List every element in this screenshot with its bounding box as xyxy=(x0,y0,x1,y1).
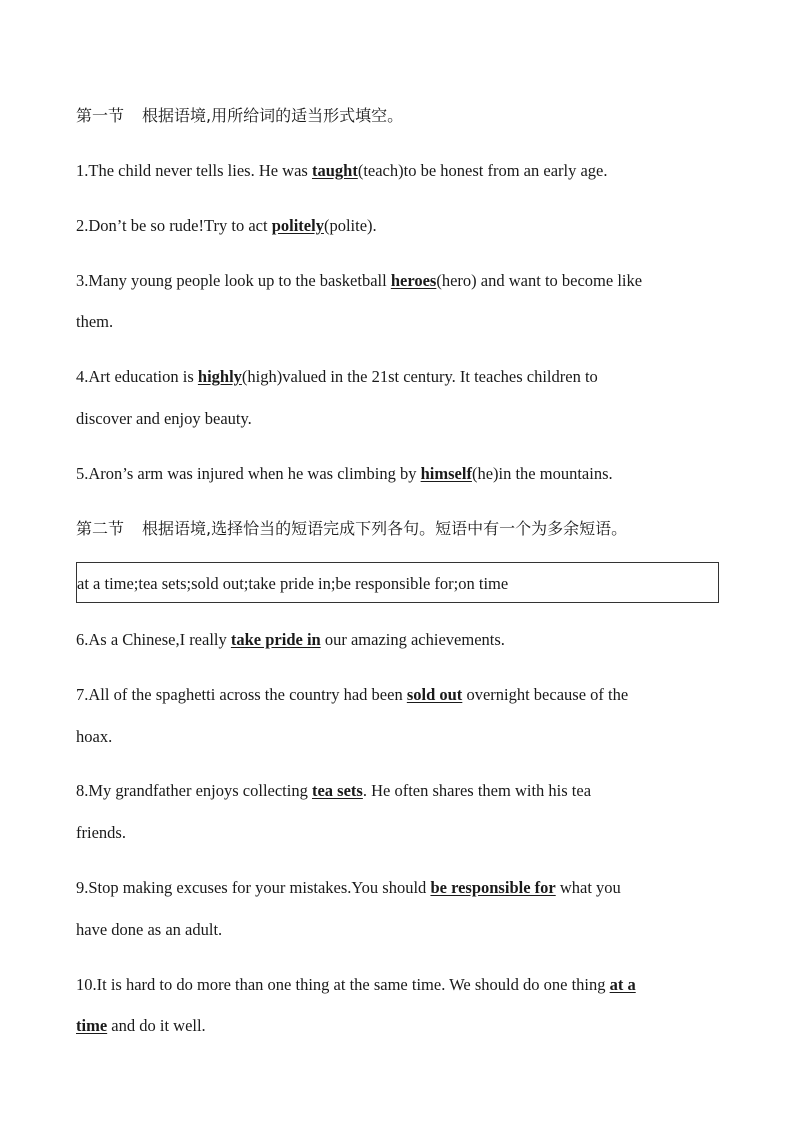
question-3-line-2: them. xyxy=(76,312,114,331)
question-7-text-a: 7.All of the spaghetti across the country had been xyxy=(76,685,407,704)
question-10-answer-part-1: at a xyxy=(609,975,636,994)
question-8-line-1 xyxy=(76,781,591,801)
question-7-line-1 xyxy=(76,685,628,705)
question-8-line-2: friends. xyxy=(76,823,126,842)
question-4-text-b: (high)valued in the 21st century. It teaches children to xyxy=(241,367,598,386)
question-5-text-a: 5.Aron’s arm was injured when he was climbing by xyxy=(76,464,421,483)
section-2-title: 根据语境,选择恰当的短语完成下列各句。短语中有一个为多余短语。 xyxy=(142,519,628,538)
question-3-answer: heroes xyxy=(390,271,437,290)
question-7-text-b: overnight because of the xyxy=(462,685,629,704)
question-2-line-1 xyxy=(76,216,377,236)
section-2-number: 第二节 xyxy=(76,519,125,538)
question-2-text-b: (polite). xyxy=(323,216,377,235)
question-10-text-c: and do it well. xyxy=(107,1016,206,1035)
question-10-line-2 xyxy=(76,1016,206,1036)
question-4-text-a: 4.Art education is xyxy=(76,367,198,386)
question-4-line-1 xyxy=(76,367,598,387)
question-6-text-a: 6.As a Chinese,I really xyxy=(76,630,231,649)
question-7-answer: sold out xyxy=(406,685,463,704)
question-5-answer: himself xyxy=(420,464,472,483)
question-6-answer: take pride in xyxy=(230,630,321,649)
question-3-text-a: 3.Many young people look up to the basketball xyxy=(76,271,391,290)
question-9-line-2: have done as an adult. xyxy=(76,920,223,939)
question-4-line-2: discover and enjoy beauty. xyxy=(76,409,252,428)
section-1-title: 根据语境,用所给词的适当形式填空。 xyxy=(142,106,404,125)
section-1-heading xyxy=(76,106,403,126)
question-3-line-1 xyxy=(76,271,642,291)
question-5-line-1 xyxy=(76,464,613,484)
question-6-line-1 xyxy=(76,630,505,650)
question-5-text-b: (he)in the mountains. xyxy=(471,464,613,483)
question-6-text-b: our amazing achievements. xyxy=(320,630,505,649)
question-3-text-b: (hero) and want to become like xyxy=(436,271,643,290)
question-9-text-b: what you xyxy=(555,878,621,897)
question-10-line-1 xyxy=(76,975,636,995)
question-2-answer: politely xyxy=(271,216,324,235)
question-1-answer: taught xyxy=(311,161,358,180)
question-10-answer-part-2: time xyxy=(76,1016,108,1035)
question-4-answer: highly xyxy=(197,367,242,386)
section-2-heading xyxy=(76,519,627,539)
question-1-line-1 xyxy=(76,161,608,181)
question-9-line-1 xyxy=(76,878,621,898)
question-8-text-a: 8.My grandfather enjoys collecting xyxy=(76,781,312,800)
question-8-text-b: . He often shares them with his tea xyxy=(362,781,592,800)
question-8-answer: tea sets xyxy=(311,781,363,800)
question-7-line-2: hoax. xyxy=(76,727,113,746)
question-2-text-a: 2.Don’t be so rude!Try to act xyxy=(76,216,272,235)
question-1-text-b: (teach)to be honest from an early age. xyxy=(357,161,608,180)
question-9-text-a: 9.Stop making excuses for your mistakes.You should xyxy=(76,878,431,897)
phrase-list: at a time;tea sets;sold out;take pride in;be responsible for;on time xyxy=(77,574,509,593)
question-10-text-a: 10.It is hard to do more than one thing at the same time. We should do one thing xyxy=(76,975,610,994)
phrase-box xyxy=(76,562,719,603)
section-1-number: 第一节 xyxy=(76,106,125,125)
question-9-answer: be responsible for xyxy=(430,878,556,897)
question-1-text-a: 1.The child never tells lies. He was xyxy=(76,161,312,180)
